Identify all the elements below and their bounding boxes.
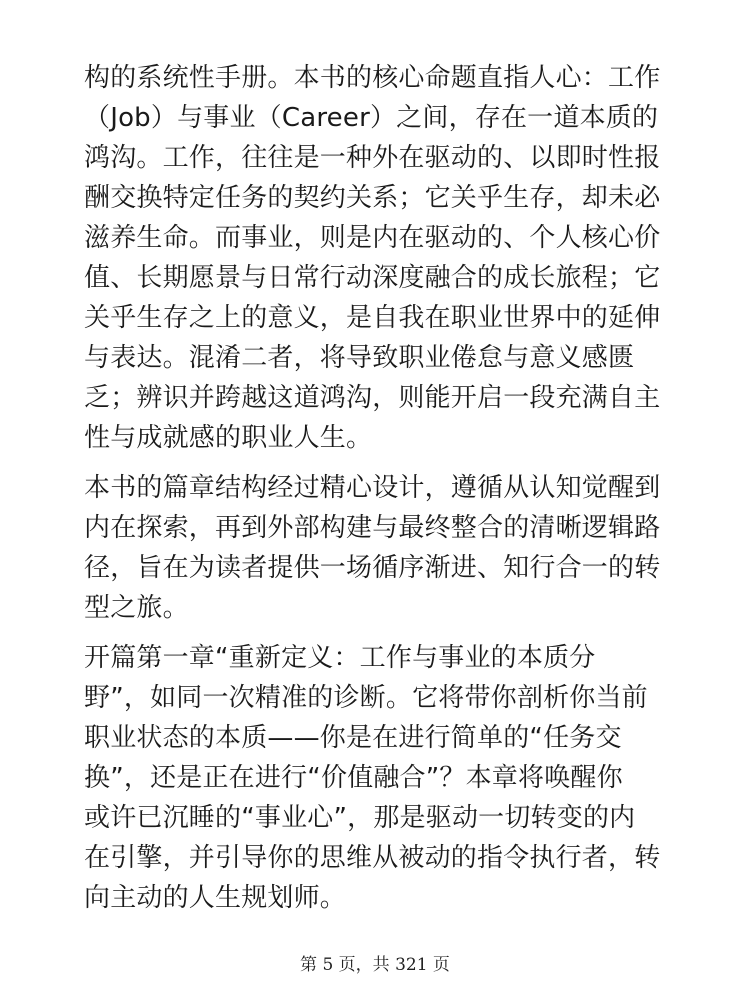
text-line: 野”，如同一次精准的诊断。它将带你剖析你当前: [84, 683, 648, 713]
text-line: 乏；辨识并跨越这道鸿沟，则能开启一段充满自主: [84, 383, 661, 413]
text-line: 与表达。混淆二者，将导致职业倦怠与意义感匮: [84, 343, 635, 373]
text-line: 构的系统性手册。本书的核心命题直指人心：工作: [84, 63, 661, 93]
paragraph-1: [84, 58, 672, 458]
text-line: 值、长期愿景与日常行动深度融合的成长旅程；它: [84, 263, 661, 293]
text-line: 职业状态的本质——你是在进行简单的“任务交: [84, 723, 622, 753]
text-line: 径，旨在为读者提供一场循序渐进、知行合一的转: [84, 553, 661, 583]
text-line: 性与成就感的职业人生。: [84, 423, 373, 453]
text-line: 关乎生存之上的意义，是自我在职业世界中的延伸: [84, 303, 661, 333]
paragraph-2: [84, 468, 672, 628]
text-line: 在引擎，并引导你的思维从被动的指令执行者，转: [84, 843, 661, 873]
text-line: 开篇第一章“重新定义：工作与事业的本质分: [84, 643, 596, 673]
text-line: 换”，还是正在进行“价值融合”？本章将唤醒你: [84, 763, 623, 793]
text-line: 型之旅。: [84, 593, 189, 623]
text-line: 内在探索，再到外部构建与最终整合的清晰逻辑路: [84, 513, 661, 543]
text-line: （Job）与事业（Career）之间，存在一道本质的: [84, 103, 659, 133]
text-line: 向主动的人生规划师。: [84, 883, 347, 913]
text-line: 滋养生命。而事业，则是内在驱动的、个人核心价: [84, 223, 661, 253]
body-text: [84, 58, 672, 928]
text-line: 或许已沉睡的“事业心”，那是驱动一切转变的内: [84, 803, 636, 833]
text-line: 酬交换特定任务的契约关系；它关乎生存，却未必: [84, 183, 661, 213]
page-number: 第 5 页，共 321 页: [300, 955, 450, 975]
text-line: 本书的篇章结构经过精心设计，遵循从认知觉醒到: [84, 473, 661, 503]
text-line: 鸿沟。工作，往往是一种外在驱动的、以即时性报: [84, 143, 661, 173]
paragraph-3: [84, 638, 672, 918]
